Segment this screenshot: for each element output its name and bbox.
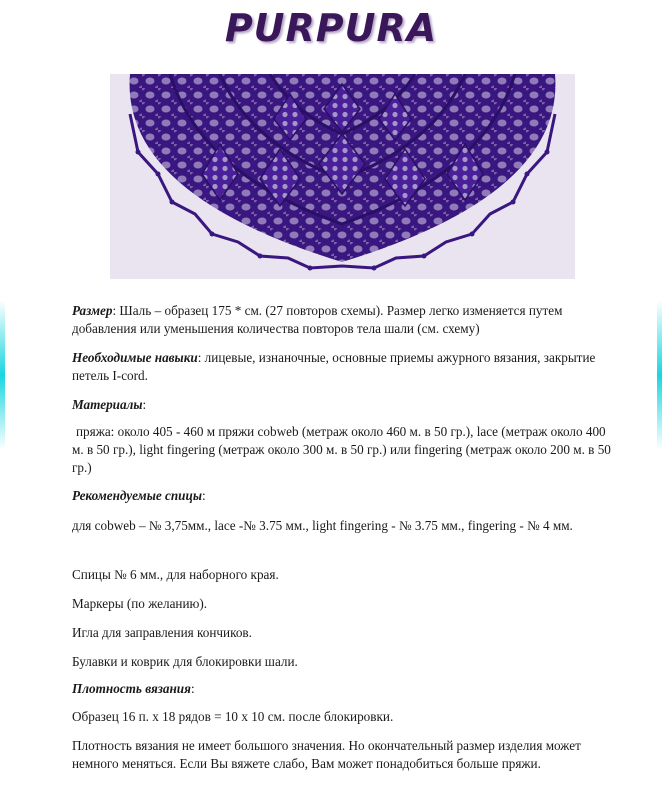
gauge-heading-line (72, 680, 612, 698)
needles-line-1: для cobweb – № 3,75мм., lace -№ 3.75 мм., light fingering - № 3.75 мм., fingering - № 4 мм. (72, 518, 573, 533)
purple-lace-shawl-image (110, 74, 575, 279)
skills-paragraph (72, 349, 612, 385)
edge-glow-left (0, 300, 5, 450)
skills-heading: Необходимые навыки (72, 350, 198, 365)
materials-colon: : (142, 397, 147, 412)
gauge-line-2: Плотность вязания не имеет большого значения. Но окончательный размер изделия может немного меняться. Если Вы вяжете слабо, Вам может понадобиться больше пряжи. (72, 738, 581, 771)
gauge-heading: Плотность вязания (72, 681, 191, 696)
materials-heading: Материалы (72, 397, 143, 412)
size-paragraph (72, 302, 612, 338)
needles-line-3: Маркеры (по желанию). (72, 596, 208, 611)
gauge-colon: : (190, 681, 195, 696)
edge-glow-right (657, 300, 662, 450)
materials-text: пряжа: около 405 - 460 м пряжи cobweb (метраж около 460 м. в 50 гр.), lace (метраж около 400 м. в 50 гр.), light fingering (метраж около 300 м. в 50 гр.) или fingering (метраж около 200 м. в 50 гр.) (72, 424, 611, 475)
needles-heading-line (72, 487, 612, 505)
needles-line-4: Игла для заправления кончиков. (72, 625, 252, 640)
materials-heading-line (72, 396, 612, 414)
needles-line-5: Булавки и коврик для блокировки шали. (72, 654, 298, 669)
skills-text: : лицевые, изнаночные, основные приемы ажурного вязания, закрытие петель I-cord. (72, 350, 596, 383)
shawl-photo (110, 74, 575, 279)
size-heading: Размер (72, 303, 113, 318)
page-title: PURPURA (224, 6, 438, 50)
materials-paragraph (72, 423, 612, 477)
gauge-line-1: Образец 16 п. х 18 рядов = 10 х 10 см. после блокировки. (72, 709, 394, 724)
size-text: : Шаль – образец 175 * см. (27 повторов схемы). Размер легко изменяется путем добавления или уменьшения количества повторов тела шали (см. схему) (72, 303, 563, 336)
needles-colon: : (202, 488, 206, 503)
needles-heading: Рекомендуемые спицы (72, 488, 202, 503)
needles-line-2: Спицы № 6 мм., для наборного края. (72, 567, 279, 582)
